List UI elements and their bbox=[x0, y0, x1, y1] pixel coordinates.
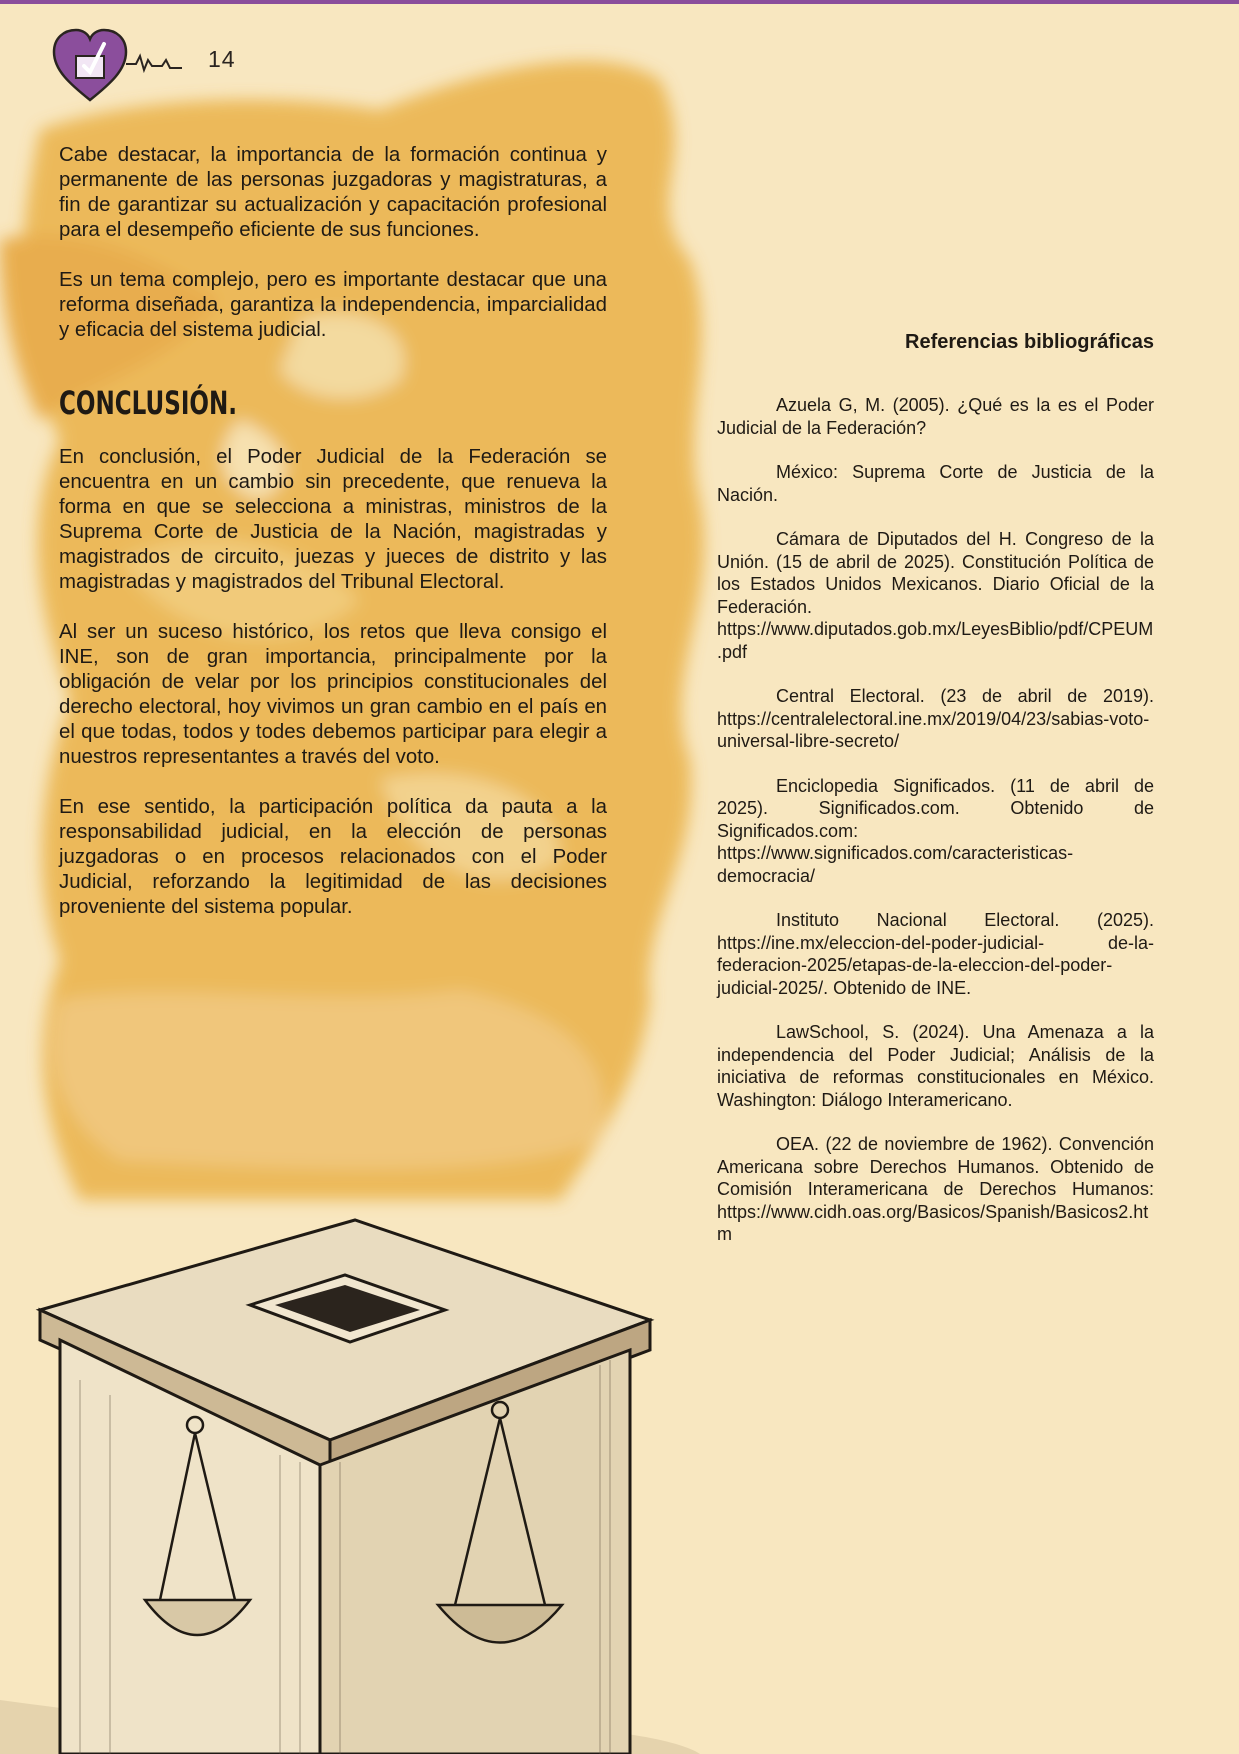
conclusion-paragraph-3: En ese sentido, la participación política da pauta a la responsabilidad judicial, en la elección de personas juzgadoras o en procesos relacionados con el Poder Judicial, reforzando la legitimidad de las decisiones proveniente del sistema popular. bbox=[59, 796, 607, 918]
conclusion-paragraph-1: En conclusión, el Poder Judicial de la Federación se encuentra en un cambio sin precedente, que renueva la forma en que se selecciona a ministras, ministros de la Suprema Corte de Justicia de la Nación, magistradas y magistrados de circuito, juezas y jueces de distrito y las magistradas y magistrados del Tribunal Electoral. bbox=[59, 446, 607, 593]
page-header bbox=[52, 26, 252, 106]
heart-ballot-icon bbox=[52, 26, 202, 106]
references-column bbox=[717, 331, 1154, 1268]
ballot-box-scales-illustration bbox=[0, 1200, 700, 1754]
intro-paragraph-1: Cabe destacar, la importancia de la formación continua y permanente de las personas juzgadoras y magistraturas, a fin de garantizar su actualización y capacitación profesional para el desempeño eficiente de sus funciones. bbox=[59, 144, 607, 241]
reference-item: Cámara de Diputados del H. Congreso de la Unión. (15 de abril de 2025). Constitución Política de los Estados Unidos Mexicanos. Diario Oficial de la Federación. https://www.diputados.gob.mx/LeyesBiblio/pdf/CPEUM.pdf bbox=[717, 529, 1154, 662]
reference-item: LawSchool, S. (2024). Una Amenaza a la independencia del Poder Judicial; Análisis de la iniciativa de reformas constitucionales en México. Washington: Diálogo Interamericano. bbox=[717, 1022, 1154, 1110]
conclusion-paragraph-2: Al ser un suceso histórico, los retos que lleva consigo el INE, son de gran importancia, principalmente por la obligación de velar por los principios constitucionales del derecho electoral, hoy vivimos un gran cambio en el país en el que todas, todos y todes debemos participar para elegir a nuestros representantes a través del voto. bbox=[59, 621, 607, 768]
reference-item: Instituto Nacional Electoral. (2025). https://ine.mx/eleccion-del-poder-judicial- de-la-federacion-2025/etapas-de-la-eleccion-del-poder-judicial-2025/. Obtenido de INE. bbox=[717, 910, 1154, 998]
reference-item: OEA. (22 de noviembre de 1962). Convención Americana sobre Derechos Humanos. Obtenido de Comisión Interamericana de Derechos Humanos: https://www.cidh.oas.org/Basicos/Spanish/Basicos2.htm bbox=[717, 1134, 1154, 1244]
reference-item: México: Suprema Corte de Justicia de la Nación. bbox=[717, 462, 1154, 505]
main-text-column bbox=[59, 143, 607, 945]
reference-item: Enciclopedia Significados. (11 de abril de 2025). Significados.com. Obtenido de Significados.com: https://www.significados.com/caracteristicas- democracia/ bbox=[717, 775, 1154, 886]
heartbeat-line-icon bbox=[126, 56, 182, 70]
page-number: 14 bbox=[208, 46, 236, 72]
intro-paragraph-2: Es un tema complejo, pero es importante destacar que una reforma diseñada, garantiza la independencia, imparcialidad y eficacia del sistema judicial. bbox=[59, 269, 607, 341]
reference-item: Central Electoral. (23 de abril de 2019). https://centralelectoral.ine.mx/2019/04/23/sabias-voto-universal-libre-secreto/ bbox=[717, 686, 1154, 751]
conclusion-heading: CONCLUSIÓN. bbox=[59, 384, 238, 422]
references-title: Referencias bibliográficas bbox=[905, 331, 1154, 353]
reference-item: Azuela G, M. (2005). ¿Qué es la es el Poder Judicial de la Federación? bbox=[717, 395, 1154, 438]
